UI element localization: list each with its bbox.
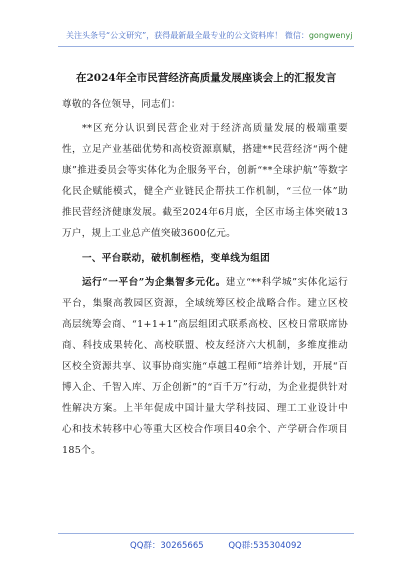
wechat-id: gongwenyj [308, 31, 353, 40]
section-body: 建立“**科学城”实体化运行平台，集聚高教园区资源，全域统筹区校企战略合作。建立区校高层统筹会商、“1+1+1”高层组团式联系高校、区校日常联席协商、科技成果转化、高校联盟、校友经济六大机制，多维度推动区校全资源共享、议事协商实施“卓越工程师”培养计划，开展“百博入企、千智入库、万企创新”的“百千万”行动，为企业提供针对性解决方案。上半年促成中国计量大学科技园、理工工业设计中心和技术转移中心等重大区校合作项目40余个、产学研合作项目185个。 [62, 277, 348, 456]
document-title: 在2024年全市民营经济高质量发展座谈会上的汇报发言 [76, 72, 337, 84]
section-lead: 运行“一平台”为企集智多元化。 [82, 277, 226, 288]
footer [130, 539, 324, 551]
footer-qq-group-2: QQ群:535304092 [228, 541, 302, 551]
section-heading: 一、平台联动，破机制桎梏，变单线为组团 [82, 253, 270, 264]
footer-divider [58, 533, 354, 534]
salutation: 尊敬的各位领导，同志们： [62, 99, 181, 110]
header-notice-text: 关注头条号“公文研究”，获得最新最全最专业的公文资料库！ 微信： [66, 31, 309, 40]
section-paragraph [62, 272, 348, 461]
header-notice [66, 30, 356, 44]
header-divider [58, 46, 354, 47]
footer-qq-group-1: QQ群：30265665 [130, 541, 204, 551]
intro-paragraph: **区充分认识到民营企业对于经济高质量发展的极端重要性，立足产业基础优势和高校资源禀赋，搭建**民营经济“两个健康”推进委员会等实体化为企服务平台，创新“**全球护航”等数字化民企赋能模式，健全产业链民企帮扶工作机制，“三位一体”助推民营经济健康发展。截至2024年6月底，全区市场主体突破13万户，规上工业总产值突破3600亿元。 [62, 123, 348, 239]
